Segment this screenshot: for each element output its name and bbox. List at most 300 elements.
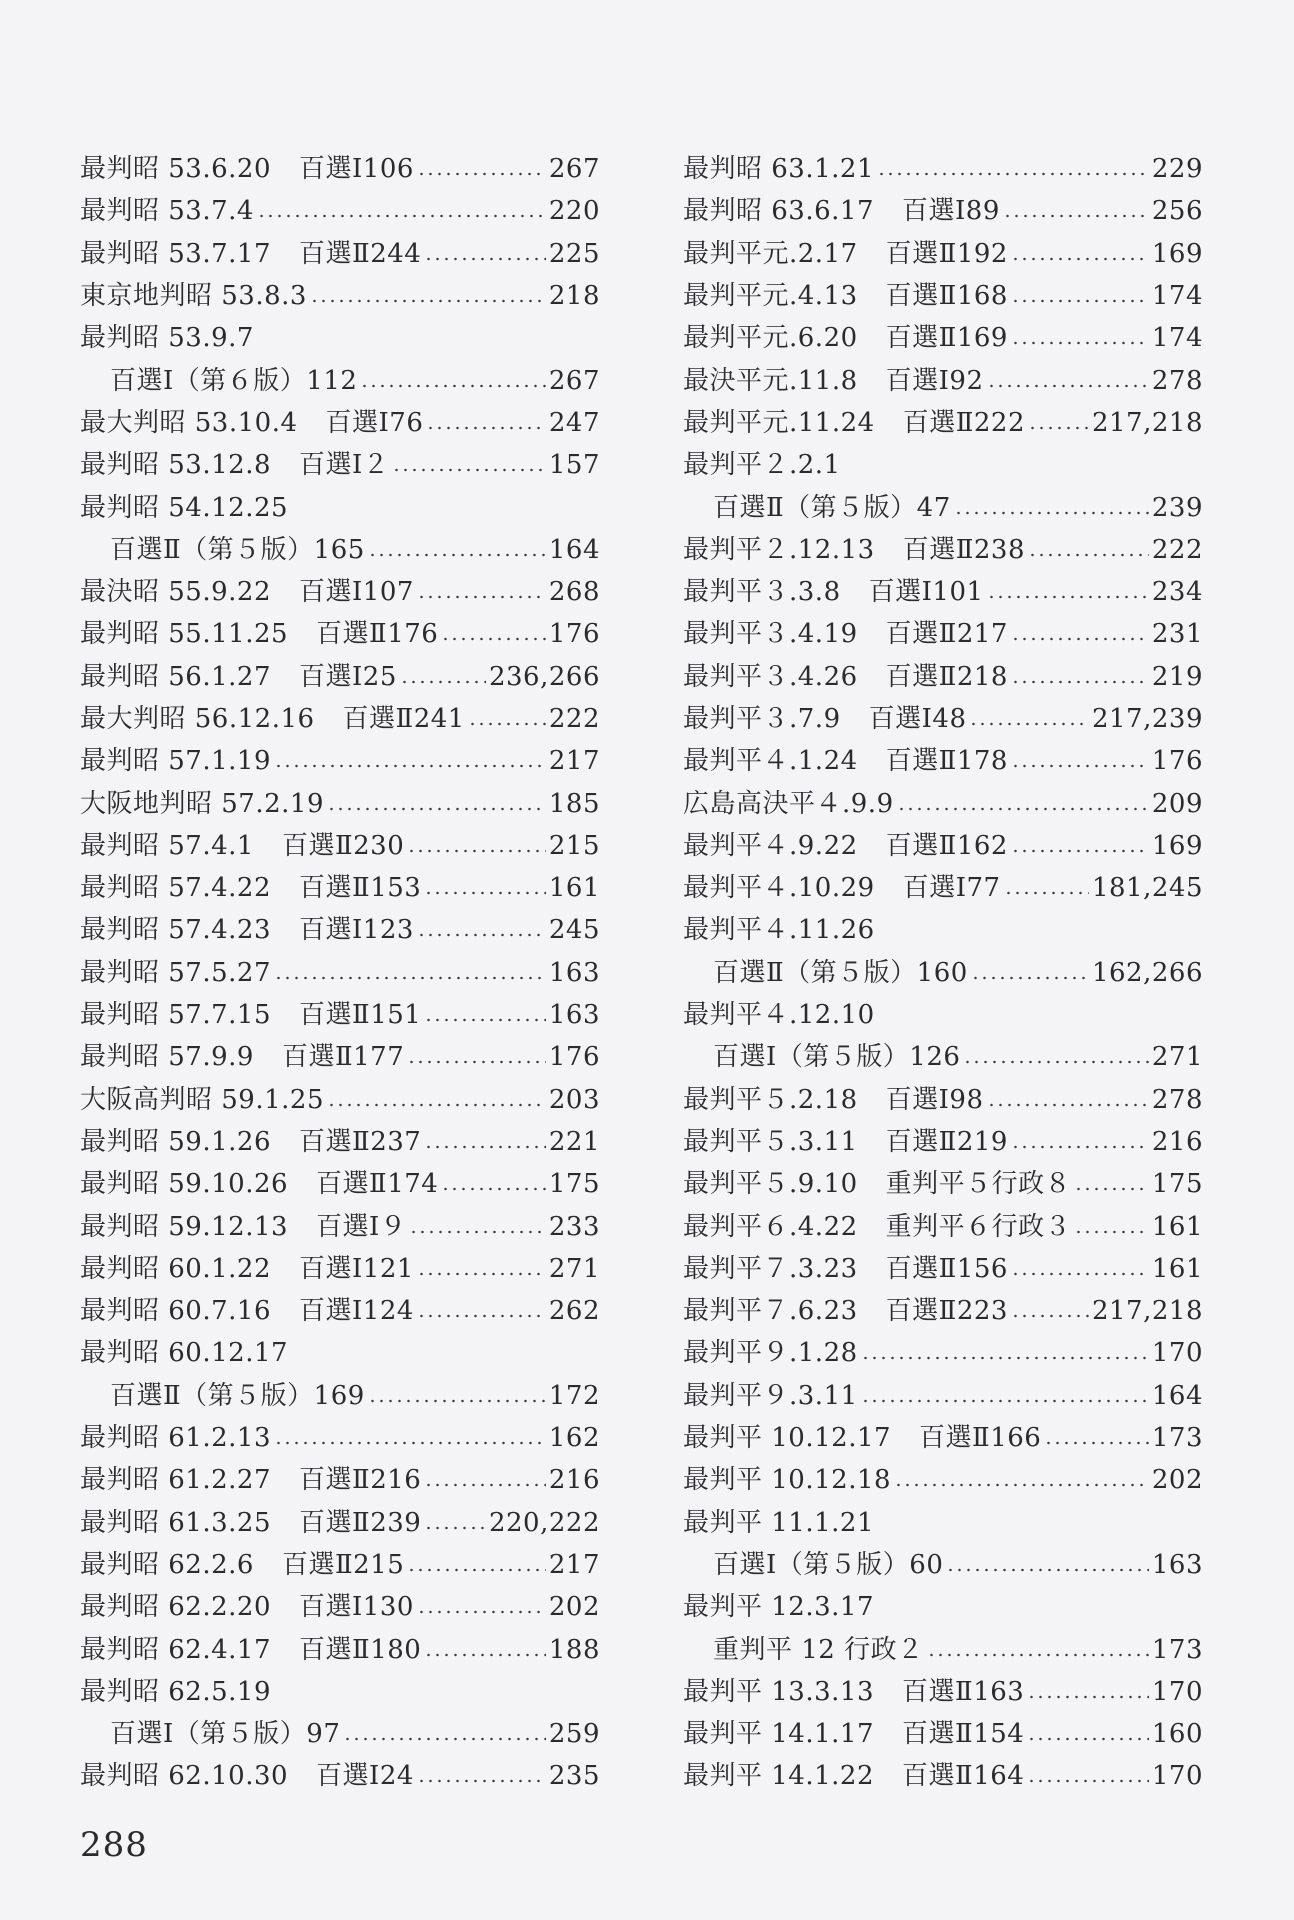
index-entry <box>80 190 600 232</box>
dot-leader <box>400 680 486 684</box>
case-citation: 最判平２.2.1 <box>683 450 841 481</box>
index-entry <box>683 571 1203 613</box>
index-entry <box>683 1121 1203 1163</box>
page-reference: 163 <box>1151 1549 1203 1580</box>
case-citation: 最判平 11.1.21 <box>683 1507 875 1538</box>
page-reference: 175 <box>548 1169 600 1200</box>
dot-leader <box>257 214 546 218</box>
case-citation: 最判昭 60.12.17 <box>80 1338 289 1369</box>
dot-leader <box>1011 849 1149 853</box>
casebook-reference: 重判平６行政３ <box>885 1211 1072 1242</box>
dot-leader <box>424 257 546 261</box>
index-entry <box>80 1205 600 1247</box>
dot-leader <box>417 172 546 176</box>
casebook-reference: 百選Ⅱ215 <box>281 1549 405 1580</box>
index-entry <box>80 1248 600 1290</box>
case-citation: 最判平元.6.20 <box>683 323 858 354</box>
page-reference: 175 <box>1151 1169 1203 1200</box>
index-entry <box>683 1755 1203 1797</box>
dot-leader <box>1027 1695 1149 1699</box>
index-entry <box>80 613 600 655</box>
dot-leader <box>417 595 546 599</box>
dot-leader <box>343 1737 546 1741</box>
case-citation: 最決平元.11.8 <box>683 365 858 396</box>
index-entry <box>683 740 1203 782</box>
case-citation: 百選Ⅱ（第５版）169 <box>110 1380 365 1411</box>
case-citation: 最判昭 55.11.25 <box>80 619 289 650</box>
casebook-reference: 百選Ⅰ24 <box>316 1761 414 1792</box>
index-entry <box>683 1248 1203 1290</box>
page-reference: 170 <box>1151 1338 1203 1369</box>
dot-leader <box>1044 1441 1149 1445</box>
casebook-reference: 百選Ⅱ178 <box>885 746 1008 777</box>
page-reference: 271 <box>548 1253 600 1284</box>
case-citation: 広島高決平４.9.9 <box>683 788 894 819</box>
index-entry <box>80 825 600 867</box>
page-reference: 216 <box>1151 1126 1203 1157</box>
case-citation: 大阪高判昭 59.1.25 <box>80 1084 325 1115</box>
dot-leader <box>1011 637 1149 641</box>
page-reference: 176 <box>1151 746 1203 777</box>
page-reference: 220,222 <box>488 1507 600 1538</box>
index-entry <box>683 1417 1203 1459</box>
casebook-reference: 百選Ⅱ151 <box>299 1000 422 1031</box>
index-entry <box>683 952 1203 994</box>
page-reference: 219 <box>1151 661 1203 692</box>
casebook-reference: 百選Ⅱ222 <box>902 407 1026 438</box>
page-reference: 216 <box>548 1465 600 1496</box>
page-reference: 161 <box>548 873 600 904</box>
index-entry <box>683 782 1203 824</box>
index-entry <box>683 529 1203 571</box>
index-entry <box>683 359 1203 401</box>
page-reference: 271 <box>1151 1042 1203 1073</box>
case-citation: 最判昭 62.2.20 <box>80 1592 272 1623</box>
casebook-reference: 百選Ⅰ101 <box>868 577 984 608</box>
dot-leader <box>861 1356 1149 1360</box>
page-reference: 160 <box>1151 1719 1203 1750</box>
dot-leader <box>1003 214 1149 218</box>
index-entry <box>683 825 1203 867</box>
dot-leader <box>877 172 1149 176</box>
index-entry <box>683 1713 1203 1755</box>
casebook-reference: 百選Ⅰ76 <box>325 407 424 438</box>
index-entry <box>80 1079 600 1121</box>
casebook-reference: 百選Ⅱ219 <box>885 1126 1008 1157</box>
casebook-reference: 百選Ⅰ98 <box>885 1084 984 1115</box>
index-entry <box>683 275 1203 317</box>
casebook-reference: 百選Ⅰ77 <box>902 873 1001 904</box>
dot-leader <box>897 807 1149 811</box>
casebook-reference: 百選Ⅰ92 <box>885 365 984 396</box>
case-citation: 最判平５.3.11 <box>683 1126 858 1157</box>
index-entry <box>80 1671 600 1713</box>
case-citation: 最判昭 62.4.17 <box>80 1634 272 1665</box>
case-citation: 最判昭 53.7.4 <box>80 196 254 227</box>
case-citation: 百選Ⅰ（第５版）60 <box>713 1549 944 1580</box>
casebook-reference: 百選Ⅰ106 <box>299 154 414 185</box>
index-entry <box>80 994 600 1036</box>
page-reference: 259 <box>548 1719 600 1750</box>
dot-leader <box>861 1399 1149 1403</box>
case-citation: 最判昭 63.6.17 <box>683 196 875 227</box>
casebook-reference: 百選Ⅱ239 <box>299 1507 422 1538</box>
page-reference: 202 <box>548 1592 600 1623</box>
casebook-reference: 百選Ⅱ156 <box>885 1253 1008 1284</box>
page-reference: 278 <box>1151 365 1203 396</box>
casebook-reference: 百選Ⅱ168 <box>885 281 1008 312</box>
case-citation: 最判平 14.1.22 <box>683 1761 875 1792</box>
casebook-reference: 百選Ⅱ223 <box>885 1296 1008 1327</box>
casebook-reference: 百選Ⅰ130 <box>299 1592 414 1623</box>
index-entry <box>80 1417 600 1459</box>
case-citation: 最判昭 62.2.6 <box>80 1549 254 1580</box>
casebook-reference: 百選Ⅱ169 <box>885 323 1008 354</box>
page-reference: 267 <box>548 365 600 396</box>
index-entry <box>683 1502 1203 1544</box>
index-entry <box>683 1544 1203 1586</box>
casebook-reference: 百選Ⅱ230 <box>281 830 405 861</box>
case-citation: 最判平４.10.29 <box>683 873 875 904</box>
index-column-right <box>683 148 1203 1798</box>
dot-leader <box>417 1272 546 1276</box>
dot-leader <box>1011 257 1149 261</box>
case-citation: 最判昭 59.1.26 <box>80 1126 272 1157</box>
casebook-reference: 百選Ⅱ192 <box>885 238 1008 269</box>
dot-leader <box>1004 891 1089 895</box>
index-entry <box>683 698 1203 740</box>
case-citation: 最判平元.4.13 <box>683 281 858 312</box>
casebook-reference: 百選Ⅱ216 <box>299 1465 422 1496</box>
index-entry <box>80 1375 600 1417</box>
page-reference: 278 <box>1151 1084 1203 1115</box>
index-entry <box>683 317 1203 359</box>
case-citation: 百選Ⅰ（第５版）97 <box>110 1719 341 1750</box>
index-entry <box>80 402 600 444</box>
dot-leader <box>417 933 546 937</box>
dot-leader <box>927 1653 1149 1657</box>
casebook-reference: 百選Ⅰ２ <box>299 450 390 481</box>
dot-leader <box>1074 1187 1149 1191</box>
index-entry <box>80 1163 600 1205</box>
page-reference: 234 <box>1151 577 1203 608</box>
page-reference: 164 <box>1151 1380 1203 1411</box>
page-reference: 173 <box>1151 1423 1203 1454</box>
page-reference: 209 <box>1151 788 1203 819</box>
dot-leader <box>1011 680 1149 684</box>
index-entry <box>80 1332 600 1374</box>
index-entry <box>80 909 600 951</box>
dot-leader <box>954 511 1149 515</box>
dot-leader <box>441 1187 546 1191</box>
index-entry <box>80 1755 600 1797</box>
page-reference: 217,218 <box>1091 1296 1203 1327</box>
case-citation: 百選Ⅰ（第６版）112 <box>110 365 358 396</box>
page-reference: 157 <box>548 450 600 481</box>
dot-leader <box>1028 426 1089 430</box>
case-citation: 最判昭 53.9.7 <box>80 323 254 354</box>
casebook-reference: 百選Ⅱ244 <box>299 238 422 269</box>
index-entry <box>683 1332 1203 1374</box>
index-entry <box>80 867 600 909</box>
case-citation: 重判平 12 行政２ <box>713 1634 924 1665</box>
dot-leader <box>424 1145 546 1149</box>
page-reference: 217 <box>548 746 600 777</box>
case-citation: 百選Ⅱ（第５版）165 <box>110 534 365 565</box>
dot-leader <box>424 1653 546 1657</box>
casebook-reference: 百選Ⅱ217 <box>885 619 1008 650</box>
index-entry <box>683 190 1203 232</box>
dot-leader <box>1011 1272 1149 1276</box>
index-entry <box>80 275 600 317</box>
page-reference: 217,218 <box>1091 407 1203 438</box>
index-entry <box>80 233 600 275</box>
dot-leader <box>1011 1145 1149 1149</box>
page-reference: 236,266 <box>488 661 600 692</box>
index-entry <box>80 529 600 571</box>
case-citation: 最判平 14.1.17 <box>683 1719 875 1750</box>
index-entry <box>80 1502 600 1544</box>
dot-leader <box>946 1568 1149 1572</box>
case-citation: 百選Ⅰ（第５版）126 <box>713 1042 961 1073</box>
case-citation: 最判昭 54.12.25 <box>80 492 289 523</box>
casebook-reference: 百選Ⅱ180 <box>299 1634 422 1665</box>
index-entry <box>683 867 1203 909</box>
dot-leader <box>1011 764 1149 768</box>
casebook-reference: 百選Ⅱ174 <box>316 1169 439 1200</box>
case-citation: 最判平５.2.18 <box>683 1084 858 1115</box>
casebook-reference: 百選Ⅰ107 <box>299 577 414 608</box>
case-citation: 最判昭 60.7.16 <box>80 1296 272 1327</box>
page-reference: 218 <box>548 281 600 312</box>
index-entry <box>683 1163 1203 1205</box>
case-citation: 最判平９.3.11 <box>683 1380 858 1411</box>
index-entry <box>683 1628 1203 1670</box>
case-citation: 最判昭 57.9.9 <box>80 1042 254 1073</box>
casebook-reference: 百選Ⅰ48 <box>868 704 967 734</box>
page-reference: 256 <box>1151 196 1203 227</box>
page-reference: 176 <box>548 619 600 650</box>
index-entry <box>683 1671 1203 1713</box>
index-entry <box>683 994 1203 1036</box>
index-entry <box>683 1290 1203 1332</box>
page-reference: 162 <box>548 1423 600 1454</box>
case-citation: 最判昭 53.6.20 <box>80 154 272 185</box>
index-entry <box>80 571 600 613</box>
case-citation: 最大判昭 53.10.4 <box>80 407 298 438</box>
index-entry <box>80 1586 600 1628</box>
case-citation: 最判平元.2.17 <box>683 238 858 269</box>
page-reference: 185 <box>548 788 600 819</box>
casebook-reference: 百選Ⅰ89 <box>902 196 1000 227</box>
index-entry <box>80 1713 600 1755</box>
index-entry <box>683 1036 1203 1078</box>
case-citation: 最判平 13.3.13 <box>683 1676 875 1707</box>
casebook-reference: 百選Ⅰ25 <box>299 661 397 692</box>
dot-leader <box>417 1314 546 1318</box>
index-entry <box>80 1628 600 1670</box>
case-citation: 最判平元.11.24 <box>683 407 875 438</box>
casebook-reference: 百選Ⅱ162 <box>885 830 1008 861</box>
index-entry <box>683 402 1203 444</box>
page-reference: 172 <box>548 1380 600 1411</box>
page-reference: 268 <box>548 577 600 608</box>
case-citation: 最判平９.1.28 <box>683 1338 858 1369</box>
casebook-reference: 百選Ⅱ153 <box>299 873 422 904</box>
casebook-reference: 百選Ⅱ238 <box>902 534 1026 565</box>
page-reference: 239 <box>1151 492 1203 523</box>
dot-leader <box>407 1568 546 1572</box>
casebook-reference: 百選Ⅱ241 <box>342 704 465 734</box>
index-entry <box>80 656 600 698</box>
dot-leader <box>417 1610 546 1614</box>
case-citation: 最判昭 62.5.19 <box>80 1676 272 1707</box>
case-citation: 最判平 10.12.17 <box>683 1423 892 1454</box>
index-entry <box>683 1586 1203 1628</box>
casebook-reference: 百選Ⅱ176 <box>316 619 439 650</box>
dot-leader <box>274 764 546 768</box>
page-reference: 163 <box>548 957 600 988</box>
case-citation: 最判平 10.12.18 <box>683 1465 892 1496</box>
case-citation: 最判昭 57.7.15 <box>80 1000 272 1031</box>
page-reference: 217,239 <box>1091 704 1203 734</box>
dot-leader <box>987 1103 1149 1107</box>
dot-leader <box>426 426 545 430</box>
page-reference: 245 <box>548 915 600 946</box>
case-citation: 最判昭 57.4.23 <box>80 915 272 946</box>
index-entry <box>80 740 600 782</box>
index-entry <box>683 486 1203 528</box>
dot-leader <box>368 553 546 557</box>
page-reference: 174 <box>1151 323 1203 354</box>
index-entry <box>80 1290 600 1332</box>
case-citation: 最判昭 53.7.17 <box>80 238 272 269</box>
dot-leader <box>274 976 546 980</box>
page-reference: 262 <box>548 1296 600 1327</box>
page-reference: 188 <box>548 1634 600 1665</box>
page-reference: 231 <box>1151 619 1203 650</box>
dot-leader <box>409 1230 546 1234</box>
dot-leader <box>441 637 546 641</box>
case-citation: 最判昭 57.5.27 <box>80 957 272 988</box>
casebook-reference: 百選Ⅱ163 <box>902 1676 1025 1707</box>
index-entry <box>683 1459 1203 1501</box>
index-entry <box>683 233 1203 275</box>
index-entry <box>80 1544 600 1586</box>
case-citation: 最判昭 61.2.27 <box>80 1465 272 1496</box>
page-reference: 203 <box>548 1084 600 1115</box>
case-citation: 最判昭 61.2.13 <box>80 1423 272 1454</box>
page-reference: 169 <box>1151 830 1203 861</box>
page-reference: 174 <box>1151 281 1203 312</box>
page-reference: 217 <box>548 1549 600 1580</box>
dot-leader <box>1011 1314 1089 1318</box>
case-citation: 東京地判昭 53.8.3 <box>80 281 307 312</box>
index-entry <box>80 1121 600 1163</box>
casebook-reference: 百選Ⅱ164 <box>902 1761 1025 1792</box>
index-column-left <box>80 148 600 1798</box>
index-entry <box>683 909 1203 951</box>
case-citation: 最判平６.4.22 <box>683 1211 858 1242</box>
index-entry <box>683 1205 1203 1247</box>
page-reference: 162,266 <box>1091 957 1203 988</box>
case-citation: 大阪地判昭 57.2.19 <box>80 788 325 819</box>
dot-leader <box>407 849 546 853</box>
casebook-reference: 百選Ⅱ154 <box>902 1719 1025 1750</box>
dot-leader <box>327 1103 546 1107</box>
page-reference: 163 <box>548 1000 600 1031</box>
dot-leader <box>368 1399 546 1403</box>
dot-leader <box>969 722 1088 726</box>
dot-leader <box>1011 341 1149 345</box>
dot-leader <box>360 384 545 388</box>
case-citation: 最判昭 62.10.30 <box>80 1761 289 1792</box>
index-entry <box>80 148 600 190</box>
case-citation: 最判平４.9.22 <box>683 830 858 861</box>
page-reference: 229 <box>1151 154 1203 185</box>
dot-leader <box>417 1779 546 1783</box>
page-reference: 247 <box>548 407 600 438</box>
case-citation: 最判平５.9.10 <box>683 1169 858 1200</box>
page-reference: 222 <box>548 704 600 734</box>
dot-leader <box>424 891 546 895</box>
index-entry <box>80 486 600 528</box>
page-reference: 215 <box>548 830 600 861</box>
case-citation: 最大判昭 56.12.16 <box>80 704 315 734</box>
casebook-reference: 百選Ⅰ123 <box>299 915 414 946</box>
case-citation: 最判平３.4.19 <box>683 619 858 650</box>
case-citation: 最判昭 53.12.8 <box>80 450 272 481</box>
case-citation: 最判昭 63.1.21 <box>683 154 875 185</box>
dot-leader <box>424 1483 546 1487</box>
index-entry <box>683 444 1203 486</box>
index-entry <box>683 1079 1203 1121</box>
dot-leader <box>468 722 546 726</box>
page-number: 288 <box>80 1825 148 1865</box>
dot-leader <box>1027 1737 1149 1741</box>
case-citation: 最判平４.12.10 <box>683 1000 875 1031</box>
dot-leader <box>971 976 1089 980</box>
index-entry <box>80 1459 600 1501</box>
dot-leader <box>987 595 1149 599</box>
index-entry <box>80 952 600 994</box>
case-citation: 最判昭 60.1.22 <box>80 1253 272 1284</box>
case-citation: 最判昭 56.1.27 <box>80 661 272 692</box>
casebook-reference: 百選Ⅰ124 <box>299 1296 414 1327</box>
index-entry <box>80 698 600 740</box>
page-reference: 222 <box>1151 534 1203 565</box>
case-citation: 最判昭 57.4.1 <box>80 830 254 861</box>
page-reference: 170 <box>1151 1676 1203 1707</box>
case-citation: 最判昭 59.10.26 <box>80 1169 289 1200</box>
dot-leader <box>1074 1230 1149 1234</box>
casebook-reference: 百選Ⅱ166 <box>919 1423 1042 1454</box>
case-citation: 最判平３.7.9 <box>683 704 841 734</box>
casebook-reference: 百選Ⅱ177 <box>281 1042 405 1073</box>
case-citation: 最判昭 59.12.13 <box>80 1211 289 1242</box>
index-entry <box>683 613 1203 655</box>
index-entry <box>80 317 600 359</box>
case-citation: 最判平３.3.8 <box>683 577 841 608</box>
page-reference: 161 <box>1151 1253 1203 1284</box>
index-entry <box>683 148 1203 190</box>
casebook-reference: 百選Ⅰ121 <box>299 1253 414 1284</box>
dot-leader <box>327 807 546 811</box>
page-reference: 221 <box>548 1126 600 1157</box>
page-reference: 176 <box>548 1042 600 1073</box>
casebook-reference: 百選Ⅰ９ <box>316 1211 407 1242</box>
page-reference: 235 <box>548 1761 600 1792</box>
